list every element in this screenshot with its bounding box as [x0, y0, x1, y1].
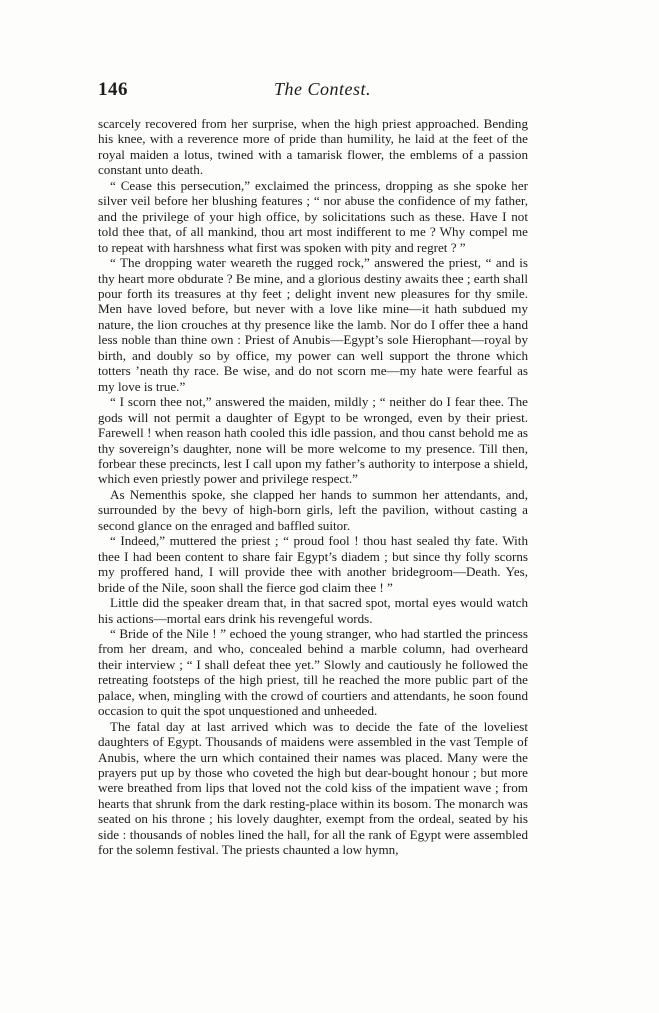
paragraph-4: “ I scorn thee not,” answered the maiden, mildly ; “ neither do I fear thee. The gods will not permit a daughter of Egypt to be wronged, even by their priest. Farewell ! when reason hath cooled this idle passion, and thou canst behold me as thy sovereign’s daughter, none will be more welcome to my presence. Till then, forbear these precincts, lest I call upon my father’s authority to interpose a shield, which even priestly power and privilege respect.” [98, 394, 528, 487]
paragraph-7: Little did the speaker dream that, in that sacred spot, mortal eyes would watch his actions—mortal ears drink his revengeful words. [98, 595, 528, 626]
page-number: 146 [98, 79, 128, 100]
paragraph-8: “ Bride of the Nile ! ” echoed the young stranger, who had startled the princess from her dream, and who, concealed behind a marble column, had overheard their interview ; “ I shall defeat thee yet.” Slowly and cautiously he followed the retreating footsteps of the high priest, till he reached the more public part of the palace, when, mingling with the crowd of courtiers and attendants, he soon found occasion to quit the spot unquestioned and unheeded. [98, 625, 528, 719]
paragraph-1: scarcely recovered from her surprise, when the high priest approached. Bending his knee, with a reverence more of pride than humility, he laid at the feet of the royal maiden a lotus, twined with a tamarisk flower, the emblems of a passion constant unto death. [98, 116, 528, 178]
paragraph-6: “ Indeed,” muttered the priest ; “ proud fool ! thou hast sealed thy fate. With thee I had been content to share fair Egypt’s diadem ; but since thy folly scorns my proffered hand, I will provide thee with another bridegroom—Death. Yes, bride of the Nile, soon shall the fierce god claim thee ! ” [98, 533, 528, 595]
paragraph-3: “ The dropping water weareth the rugged rock,” answered the priest, “ and is thy heart more obdurate ? Be mine, and a glorious destiny awaits thee ; earth shall pour forth its treasures at thy feet ; delight invent new pleasures for thy smile. Men have loved before, but never with a love like mine—it hath subdued my nature, the lion crouches at thy presence like the lamb. Nor do I offer thee a hand less noble than thine own : Priest of Anubis—Egypt’s sole Hierophant—royal by birth, and doubly so by office, my power can well support the throne which totters ’neath thy race. Be wise, and do not scorn me—my hate were fearful as my love is true.” [98, 255, 528, 394]
paragraph-5: As Nementhis spoke, she clapped her hands to summon her attendants, and, surrounded by the bevy of high-born girls, left the pavilion, without casting a second glance on the enraged and baffled suitor. [98, 486, 528, 533]
paragraph-2: “ Cease this persecution,” exclaimed the princess, dropping as she spoke her silver veil before her blushing features ; “ nor abuse the confidence of my father, and the privilege of your high office, by solicitations such as these. Have I not told thee that, of all mankind, thou art most indifferent to me ? Why compel me to repeat with harshness what first was spoken with pity and regret ? ” [98, 177, 528, 255]
page-header [98, 79, 528, 103]
body-text [98, 116, 528, 858]
paragraph-9: The fatal day at last arrived which was to decide the fate of the loveliest daughters of Egypt. Thousands of maidens were assembled in the vast Temple of Anubis, where the urn which contained their names was placed. Many were the prayers put up by those who coveted the high but dear-bought honour ; but more were breathed from lips that loved not the cold kiss of the impatient wave ; from hearts that shrunk from the dark resting-place within its bosom. The monarch was seated on his throne ; his lovely daughter, exempt from the ordeal, seated by his side : thousands of nobles lined the hall, for all the rank of Egypt were assembled for the solemn festival. The priests chaunted a low hymn, [98, 718, 528, 858]
running-title: The Contest. [274, 79, 372, 99]
